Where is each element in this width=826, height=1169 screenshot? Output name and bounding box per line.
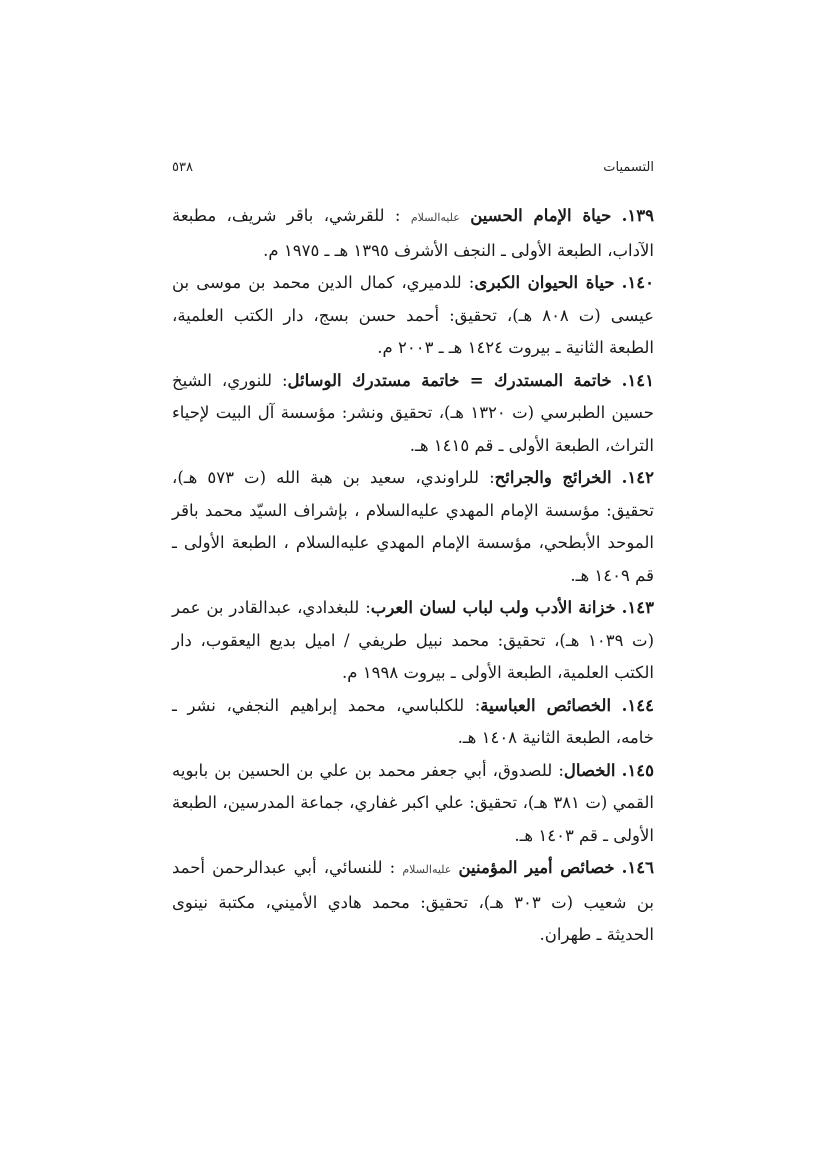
entry-body: : للصدوق، أبي جعفر محمد بن علي بن الحسين بن بابويه القمي (ت ٣٨١ هـ)، تحقيق: علي اكبر غفاري، جماعة المدرسين، الطبعة الأولى ـ قم ١٤٠٣ هـ. (172, 760, 654, 845)
bibliography-entry (172, 690, 654, 755)
bibliography-entry (172, 462, 654, 592)
entry-title: خاتمة المستدرك = خاتمة مستدرك الوسائل (287, 370, 612, 390)
bibliography-entry (172, 267, 654, 365)
entry-title: الخصال (563, 760, 616, 780)
running-head-title: التسميات (603, 160, 654, 175)
honorific: عليه‌السلام (410, 211, 460, 224)
entry-number: ١٤٣. (621, 598, 654, 617)
entry-body: : للقرشي، باقر شريف، مطبعة الآداب، الطبعة الأولى ـ النجف الأشرف ١٣٩٥ هـ ـ ١٩٧٥ م. (172, 206, 654, 260)
entry-number: ١٤٦. (621, 858, 655, 877)
bibliography-entry (172, 200, 654, 267)
entry-title: الخصائص العباسية (480, 695, 612, 715)
entry-title: خصائص أمير المؤمنين (458, 858, 615, 877)
entry-number: ١٣٩. (621, 206, 655, 225)
entry-body: : للكلباسي، محمد إبراهيم النجفي، نشر ـ خامه، الطبعة الثانية ١٤٠٨ هـ. (172, 695, 654, 747)
entry-title: خزانة الأدب ولب لباب لسان العرب (370, 598, 616, 617)
bibliography-list (172, 200, 654, 952)
bibliography-entry (172, 852, 654, 952)
entry-number: ١٤٥. (621, 760, 654, 780)
entry-title: حياة الحيوان الكبرى (474, 273, 615, 292)
running-head (172, 160, 654, 186)
book-page (172, 160, 654, 952)
entry-body: : للبغدادي، عبدالقادر بن عمر (ت ١٠٣٩ هـ)، تحقيق: محمد نبيل طريفي / اميل بديع اليعقوب، دار الكتب العلمية، الطبعة الأولى ـ بيروت ١٩٩٨ م. (172, 598, 655, 682)
entry-title: حياة الإمام الحسين (470, 206, 612, 225)
entry-number: ١٤٠. (621, 273, 655, 292)
entry-body: : للراوندي، سعيد بن هبة الله (ت ٥٧٣ هـ)، تحقيق: مؤسسة الإمام المهدي عليه‌السلام ، بإشراف السيّد محمد باقر الموحد الأبطحي، مؤسسة الإمام المهدي عليه‌السلام ، الطبعة الأولى ـ قم ١٤٠٩ هـ. (172, 468, 654, 585)
honorific: عليه‌السلام (402, 863, 452, 876)
bibliography-entry (172, 592, 654, 690)
entry-number: ١٤٢. (621, 468, 654, 487)
entry-body: : للنوري، الشيخ حسين الطبرسي (ت ١٣٢٠ هـ)، تحقيق ونشر: مؤسسة آل البيت لإحياء التراث، الطبعة الأولى ـ قم ١٤١٥ هـ. (172, 370, 654, 455)
entry-title: الخرائج والجرائح (494, 468, 612, 487)
bibliography-entry (172, 365, 654, 463)
entry-number: ١٤٤. (621, 695, 654, 715)
page-number: ٥٣٨ (172, 160, 193, 175)
entry-body: : للدميري، كمال الدين محمد بن موسى بن عيسى (ت ٨٠٨ هـ)، تحقيق: أحمد حسن بسج، دار الكتب العلمية، الطبعة الثانية ـ بيروت ١٤٢٤ هـ ـ ٢٠٠٣ م. (172, 273, 654, 357)
bibliography-entry (172, 755, 654, 853)
entry-number: ١٤١. (621, 370, 654, 390)
entry-body: : للنسائي، أبي عبدالرحمن أحمد بن شعيب (ت ٣٠٣ هـ)، تحقيق: محمد هادي الأميني، مكتبة نينوى الحديثة ـ طهران. (172, 858, 654, 944)
